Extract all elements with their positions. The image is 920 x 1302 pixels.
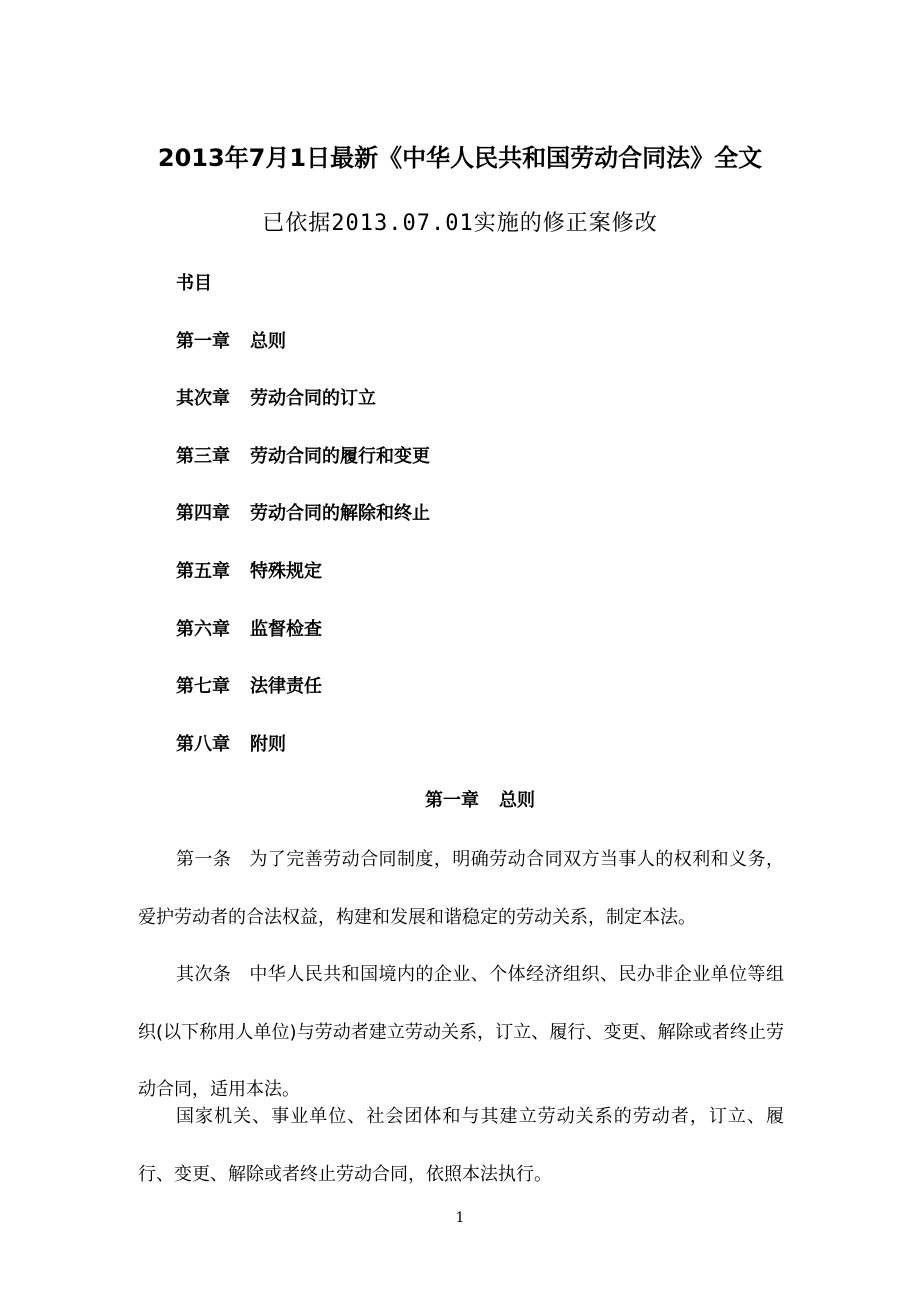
toc-chapter-number: 第三章 [176,445,230,467]
toc-item-chapter-5 [176,558,430,616]
toc-chapter-number: 第七章 [176,676,230,698]
toc-item-chapter-8 [176,731,430,789]
toc-heading-label: 书目 [176,273,212,294]
article-number: 第一条 [176,849,232,870]
toc-item-chapter-1 [176,328,430,386]
toc-chapter-title: 劳动合同的履行和变更 [250,445,430,467]
toc-item-chapter-3 [176,443,430,501]
toc-chapter-title: 法律责任 [250,676,322,698]
chapter-heading [0,787,920,815]
toc-chapter-title: 附则 [250,733,286,755]
document-title: 2013年7月1日最新《中华人民共和国劳动合同法》全文 [157,144,763,172]
page-number: 1 [455,1210,465,1226]
toc-chapter-number: 第六章 [176,618,230,640]
toc-chapter-title: 监督检查 [250,618,322,640]
article-1 [138,831,784,946]
article-text: 中华人民共和国境内的企业、个体经济组织、民办非企业单位等组织(以下称用人单位)与劳动者建立劳动关系，订立、履行、变更、解除或者终止劳动合同，适用本法。 [138,964,785,1100]
toc-item-chapter-4 [176,500,430,558]
document-subtitle: 已依据2013.07.01实施的修正案修改 [262,211,658,236]
toc-chapter-title: 特殊规定 [250,560,322,582]
toc-chapter-title: 总则 [250,330,286,352]
article-text: 为了完善劳动合同制度，明确劳动合同双方当事人的权利和义务，爱护劳动者的合法权益，构建和发展和谐稳定的劳动关系，制定本法。 [138,849,785,928]
chapter-number: 第一章 [425,790,479,811]
toc-item-chapter-2 [176,385,430,443]
chapter-title: 总则 [499,790,535,811]
article-text: 国家机关、事业单位、社会团体和与其建立劳动关系的劳动者，订立、履行、变更、解除或者终止劳动合同，依照本法执行。 [138,1106,784,1185]
toc-chapter-number: 其次章 [176,388,230,410]
toc-chapter-title: 劳动合同的解除和终止 [250,503,430,525]
toc-chapter-number: 第八章 [176,733,230,755]
table-of-contents [176,270,430,788]
toc-chapter-title: 劳动合同的订立 [250,388,376,410]
article-2-paragraph-2 [138,1088,784,1203]
toc-chapter-number: 第五章 [176,560,230,582]
toc-item-chapter-7 [176,673,430,731]
article-number: 其次条 [176,964,232,985]
toc-item-chapter-6 [176,616,430,674]
toc-heading [176,270,430,328]
toc-chapter-number: 第四章 [176,503,230,525]
toc-chapter-number: 第一章 [176,330,230,352]
